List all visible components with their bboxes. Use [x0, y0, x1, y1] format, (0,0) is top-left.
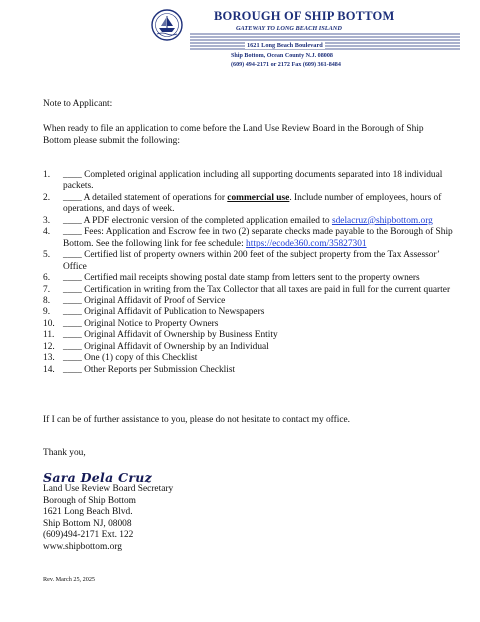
checklist	[43, 170, 463, 376]
item-number: 2.	[43, 192, 51, 203]
borough-seal-icon	[150, 8, 184, 46]
list-item	[43, 285, 463, 296]
letterhead-title: BOROUGH OF SHIP BOTTOM	[214, 9, 395, 23]
sig-title: Land Use Review Board Secretary	[43, 484, 174, 494]
list-item	[43, 319, 463, 330]
item-number: 14.	[43, 364, 55, 375]
fee-schedule-link[interactable]: https://ecode360.com/35827301	[246, 238, 367, 249]
item-text: ____ Original Notice to Property Owners	[63, 318, 219, 329]
item-number: 8.	[43, 295, 51, 306]
item-number: 12.	[43, 341, 55, 352]
list-item	[43, 353, 463, 364]
sig-org: Borough of Ship Bottom	[43, 495, 136, 506]
sig-phone: (609)494-2171 Ext. 122	[43, 530, 134, 540]
item-text: ____ Certified mail receipts showing postal date stamp from letters sent to the property owners	[63, 273, 420, 284]
commercial-use-emphasis: commercial use	[227, 192, 290, 203]
item-text-pre: ____ A PDF electronic version of the completed application emailed to	[63, 215, 332, 226]
signature: Sara Dela Cruz	[43, 470, 153, 485]
item-text: ____ Original Affidavit of Publication to Newspapers	[63, 307, 265, 318]
signature-block	[43, 484, 173, 553]
list-item	[43, 330, 463, 341]
letterhead-city: Ship Bottom, Ocean County N.J. 08008	[231, 53, 333, 59]
item-number: 4.	[43, 227, 51, 238]
email-link[interactable]: sdelacruz@shipbottom.org	[331, 215, 433, 226]
item-text: ____ Original Affidavit of Ownership by an Individual	[63, 341, 269, 352]
revision-date: Rev. March 25, 2025	[43, 576, 96, 583]
list-item	[43, 273, 463, 284]
list-item	[43, 227, 463, 250]
item-number: 3.	[43, 215, 51, 226]
item-text: ____ Completed original application including all supporting documents separated into 18 individual packets.	[63, 170, 443, 192]
letterhead-rules	[190, 32, 460, 54]
list-item	[43, 193, 463, 216]
list-item	[43, 365, 463, 376]
list-item	[43, 342, 463, 353]
list-item	[43, 170, 463, 193]
item-text	[63, 227, 463, 250]
item-number: 10.	[43, 318, 55, 329]
item-text: ____ One (1) copy of this Checklist	[63, 353, 198, 364]
item-text-post: . Include number of employees, hours of operations, and days of week.	[63, 192, 442, 215]
item-text-pre: ____ Fees: Application and Escrow fee in two (2) separate checks made payable to the Borough of Ship Bottom. See the following link for fee schedule:	[63, 227, 453, 249]
intro-line-1: When ready to file an application to come before the Land Use Review Board in the Borough of Ship	[43, 124, 424, 134]
letterhead-phone: (609) 494-2171 or 2172 Fax (609) 361-8484	[231, 62, 341, 68]
list-item	[43, 307, 463, 318]
letterhead-address: 1621 Long Beach Boulevard	[247, 42, 323, 49]
item-text: ____ Original Affidavit of Ownership by Business Entity	[63, 330, 278, 341]
item-text: ____ Original Affidavit of Proof of Service	[63, 295, 226, 306]
item-number: 1.	[43, 170, 51, 180]
item-text: ____ Other Reports per Submission Checklist	[63, 364, 236, 375]
sig-website[interactable]: www.shipbottom.org	[43, 541, 122, 552]
list-item	[43, 216, 463, 227]
thanks: Thank you,	[43, 448, 86, 458]
item-number: 7.	[43, 284, 51, 295]
item-text: ____ Certification in writing from the Tax Collector that all taxes are paid in full for the current quarter	[63, 284, 451, 295]
salutation: Note to Applicant:	[43, 99, 113, 109]
item-number: 13.	[43, 353, 55, 364]
letterhead-tagline: GATEWAY TO LONG BEACH ISLAND	[236, 25, 342, 32]
item-number: 5.	[43, 250, 51, 261]
item-number: 11.	[43, 330, 55, 341]
closing-line: If I can be of further assistance to you, please do not hesitate to contact my office.	[43, 415, 351, 425]
item-number: 6.	[43, 273, 51, 284]
item-text-pre: ____ A detailed statement of operations for	[63, 192, 228, 203]
item-number: 9.	[43, 307, 51, 318]
letterhead	[150, 8, 460, 70]
list-item	[43, 296, 463, 307]
item-text	[63, 193, 463, 216]
item-text	[63, 216, 463, 227]
list-item	[43, 250, 463, 273]
sig-address: 1621 Long Beach Blvd.	[43, 507, 133, 517]
sig-city: Ship Bottom NJ, 08008	[43, 518, 132, 529]
item-text: ____ Certified list of property owners within 200 feet of the subject property from the Tax Assessor’ Office	[63, 250, 440, 272]
intro-line-2: Bottom please submit the following:	[43, 136, 180, 146]
